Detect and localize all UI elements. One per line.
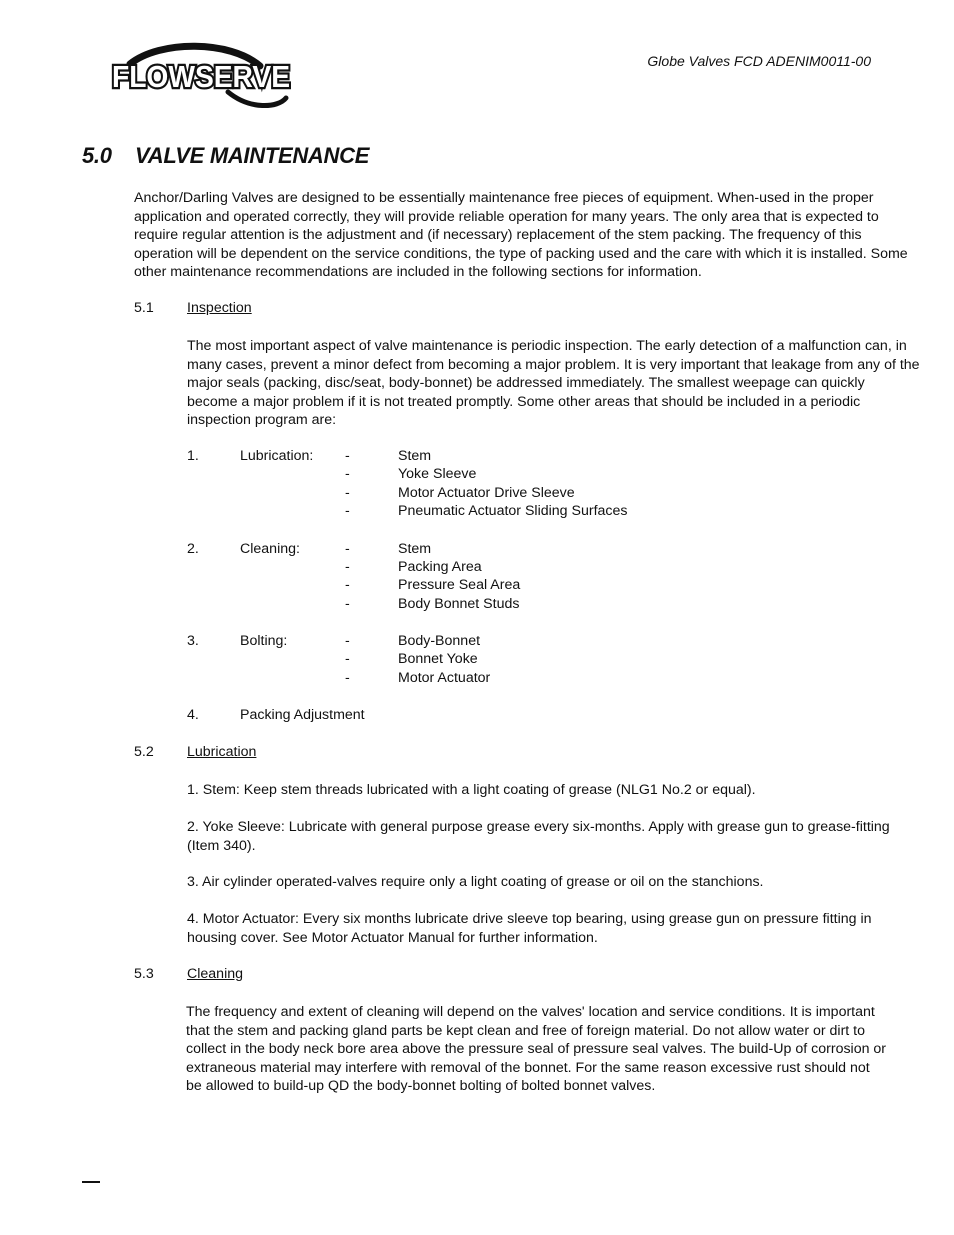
item-number: 3. xyxy=(187,633,199,649)
subsection-heading: Lubrication xyxy=(187,744,257,760)
lubrication-line: 1. Stem: Keep stem threads lubricated with a light coating of grease (NLG1 No.2 or equal). xyxy=(187,782,756,798)
intro-line: require regular attention is the adjustment and (if necessary) replacement of the stem packing. The frequency of this xyxy=(134,227,862,243)
subsection-heading: Inspection xyxy=(187,300,252,316)
item-entry: Body-Bonnet xyxy=(398,633,481,649)
cleaning-line: collect in the body neck bore area above the pressure seal of pressure seal valves. The build-Up of corrosion or xyxy=(186,1041,887,1057)
item-dash: - xyxy=(345,448,350,464)
item-label: Bolting: xyxy=(240,633,288,649)
lubrication-line: housing cover. See Motor Actuator Manual for further information. xyxy=(187,929,598,946)
lubrication-line: 2. Yoke Sleeve: Lubricate with general purpose grease every six-months. Apply with grease gun to grease-fitting xyxy=(187,819,890,835)
lubrication-step xyxy=(187,781,756,800)
item-dash: - xyxy=(345,577,350,593)
logo-text: FLOWSERVE xyxy=(112,59,290,94)
item-label: Packing Adjustment xyxy=(240,707,365,723)
item-entry: Stem xyxy=(398,448,432,464)
flowserve-logo xyxy=(110,42,294,112)
item-dash: - xyxy=(345,633,350,649)
item-label: Cleaning: xyxy=(240,541,300,557)
inspection-line: many cases, prevent a minor defect from becoming a major problem. It is very important that leakage from any of the xyxy=(187,356,920,373)
lubrication-step xyxy=(187,910,872,947)
item-dash: - xyxy=(345,485,350,501)
item-entry: Pneumatic Actuator Sliding Surfaces xyxy=(398,503,628,519)
inspection-line: The most important aspect of valve maintenance is periodic inspection. The early detection of a malfunction can, in xyxy=(187,338,907,354)
item-dash: - xyxy=(345,670,350,686)
item-number: 4. xyxy=(187,707,199,723)
inspection-line: become a major problem if it is not treated promptly. Some other areas that should be included in a periodic xyxy=(187,393,861,410)
lubrication-line: 3. Air cylinder operated-valves require only a light coating of grease or oil on the stanchions. xyxy=(187,874,764,890)
footer-rule xyxy=(82,1181,100,1183)
logo-mark xyxy=(110,42,294,112)
intro-line: application and operated correctly, they will provide reliable operation for many years. The only area that is expected to xyxy=(134,208,879,225)
subsection-number: 5.1 xyxy=(134,300,154,316)
cleaning-line: that the stem and packing gland parts be kept clean and free of foreign material. Do not allow water or dirt to xyxy=(186,1022,866,1039)
cleaning-line: extraneous material may interfere with removal of the bonnet. For the same reason excessive rust should not xyxy=(186,1059,870,1076)
lubrication-step xyxy=(187,873,764,892)
item-number: 1. xyxy=(187,448,199,464)
item-dash: - xyxy=(345,503,350,519)
item-entry: Bonnet Yoke xyxy=(398,651,478,667)
intro-line: Anchor/Darling Valves are designed to be essentially maintenance free pieces of equipment. When-used in the proper xyxy=(134,190,874,206)
intro-line: operation will be dependent on the service conditions, the type of packing used and the care with which it is installed. Some xyxy=(134,245,908,262)
item-label: Lubrication: xyxy=(240,448,314,464)
inspection-paragraph xyxy=(187,337,920,430)
item-dash: - xyxy=(345,596,350,612)
cleaning-paragraph xyxy=(186,1003,886,1096)
lubrication-line: (Item 340). xyxy=(187,837,256,854)
item-entry: Packing Area xyxy=(398,559,482,575)
item-entry: Yoke Sleeve xyxy=(398,466,477,482)
document-reference: Globe Valves FCD ADENIM0011-00 xyxy=(647,53,871,69)
item-entry: Pressure Seal Area xyxy=(398,577,521,593)
intro-line: other maintenance recommendations are included in the following sections for information. xyxy=(134,264,702,280)
section-title: VALVE MAINTENANCE xyxy=(135,143,370,168)
item-entry: Motor Actuator Drive Sleeve xyxy=(398,485,575,501)
item-dash: - xyxy=(345,559,350,575)
item-number: 2. xyxy=(187,541,199,557)
item-dash: - xyxy=(345,466,350,482)
lubrication-step xyxy=(187,818,890,855)
subsection-number: 5.2 xyxy=(134,744,154,760)
item-entry: Body Bonnet Studs xyxy=(398,596,520,612)
item-dash: - xyxy=(345,651,350,667)
item-dash: - xyxy=(345,541,350,557)
lubrication-line: 4. Motor Actuator: Every six months lubricate drive sleeve top bearing, using grease gun on pressure fitting in xyxy=(187,911,872,927)
item-entry: Motor Actuator xyxy=(398,670,491,686)
cleaning-line: The frequency and extent of cleaning will depend on the valves' location and service conditions. It is important xyxy=(186,1004,875,1020)
inspection-line: inspection program are: xyxy=(187,412,337,428)
item-entry: Stem xyxy=(398,541,432,557)
inspection-line: major seals (packing, disc/seat, body-bonnet) be addressed immediately. The smallest weepage can quickly xyxy=(187,375,865,391)
cleaning-line: be allowed to build-up QD the body-bonnet bolting of bolted bonnet valves. xyxy=(186,1078,656,1094)
section-number: 5.0 xyxy=(82,143,112,168)
subsection-number: 5.3 xyxy=(134,966,154,982)
intro-paragraph xyxy=(134,189,908,282)
subsection-heading: Cleaning xyxy=(187,966,244,982)
